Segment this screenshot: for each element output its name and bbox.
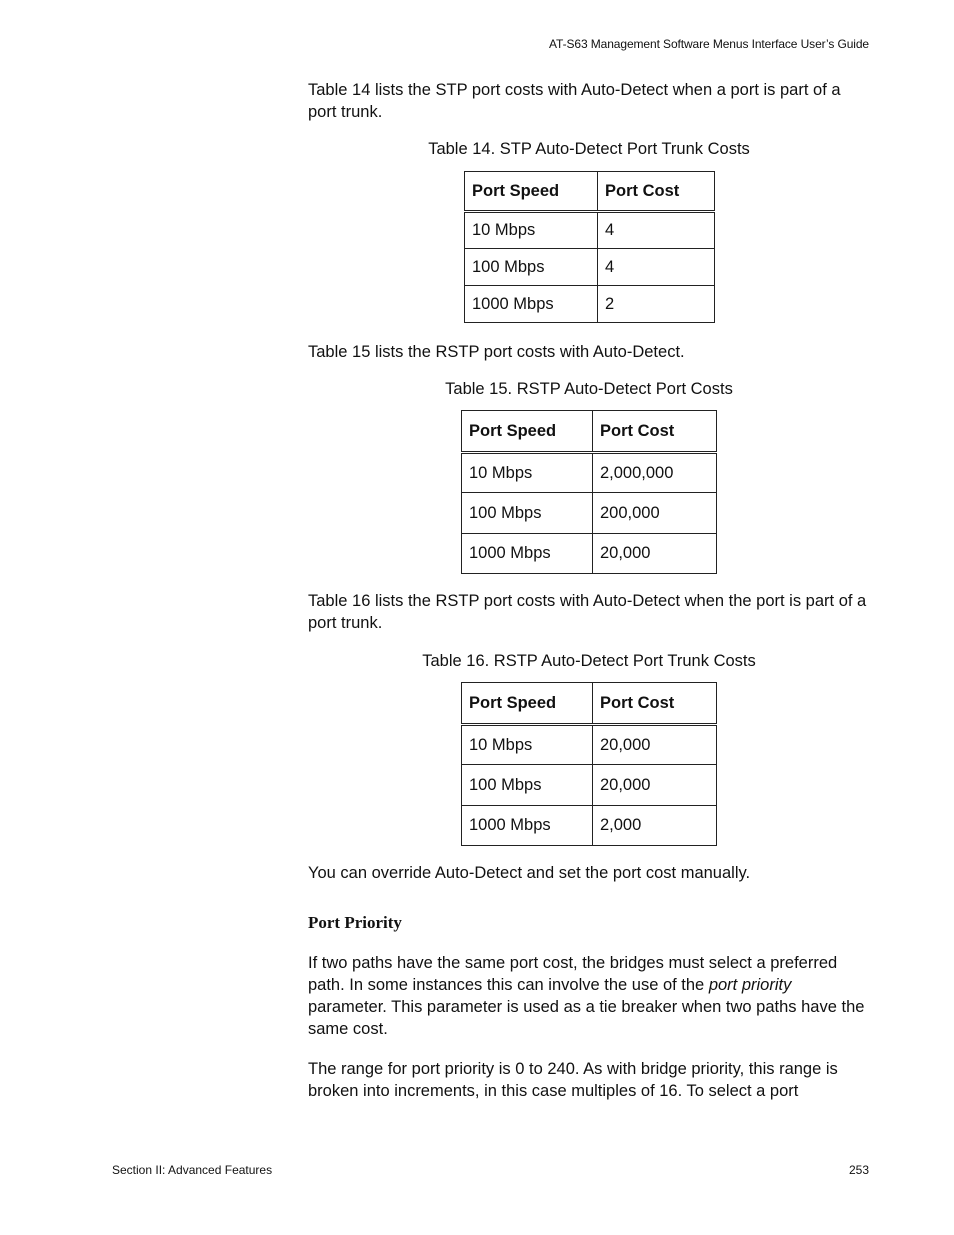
text-run: parameter. This parameter is used as a tie breaker when two paths have the same cost. (308, 998, 865, 1038)
table15-caption: Table 15. RSTP Auto-Detect Port Costs (445, 380, 733, 398)
paragraph-port-priority (308, 952, 870, 1040)
paragraph-priority-range: The range for port priority is 0 to 240. As with bridge priority, this range is broken into increments, in this case multiples of 16. To select a port (308, 1060, 838, 1100)
cell-port-speed: 10 Mbps (462, 725, 593, 765)
table-row (462, 765, 717, 806)
table16-rstp-trunk-costs (461, 682, 717, 846)
column-header-port-speed: Port Speed (465, 172, 598, 212)
cell-port-cost: 20,000 (593, 534, 717, 574)
table-row (465, 286, 715, 323)
cell-port-speed: 10 Mbps (465, 212, 598, 249)
column-header-port-cost: Port Cost (593, 411, 717, 453)
table16-caption: Table 16. RSTP Auto-Detect Port Trunk Costs (422, 652, 756, 670)
table-row (465, 249, 715, 286)
emphasis-port-priority: port priority (708, 976, 792, 994)
table14-caption: Table 14. STP Auto-Detect Port Trunk Costs (428, 140, 750, 158)
text-run: If two paths have the same port cost, the bridges must select a preferred path. In some instances this can involve the use of the (308, 954, 838, 994)
table-row (462, 725, 717, 765)
column-header-port-cost: Port Cost (593, 683, 717, 725)
footer-section: Section II: Advanced Features (112, 1163, 273, 1177)
table-row (462, 806, 717, 846)
cell-port-cost: 2,000 (593, 806, 717, 846)
cell-port-cost: 200,000 (593, 493, 717, 534)
table-row (462, 493, 717, 534)
cell-port-speed: 100 Mbps (465, 249, 598, 286)
cell-port-speed: 1000 Mbps (465, 286, 598, 323)
footer-page-number: 253 (848, 1163, 869, 1177)
table-row (465, 212, 715, 249)
table-header-row (465, 172, 715, 212)
cell-port-cost: 4 (598, 249, 715, 286)
table-row (462, 453, 717, 493)
running-header: AT-S63 Management Software Menus Interface User’s Guide (549, 37, 869, 51)
table-header-row (462, 683, 717, 725)
cell-port-speed: 1000 Mbps (462, 806, 593, 846)
cell-port-speed: 10 Mbps (462, 453, 593, 493)
section-heading-port-priority: Port Priority (308, 913, 402, 932)
cell-port-cost: 4 (598, 212, 715, 249)
paragraph-table16-intro: Table 16 lists the RSTP port costs with Auto-Detect when the port is part of a port trunk. (308, 592, 867, 632)
table-header-row (462, 411, 717, 453)
paragraph-table14-intro: Table 14 lists the STP port costs with Auto-Detect when a port is part of a port trunk. (308, 81, 841, 121)
cell-port-cost: 20,000 (593, 725, 717, 765)
table14-stp-trunk-costs (464, 171, 715, 323)
cell-port-speed: 1000 Mbps (462, 534, 593, 574)
paragraph-override: You can override Auto-Detect and set the port cost manually. (308, 864, 751, 882)
column-header-port-cost: Port Cost (598, 172, 715, 212)
column-header-port-speed: Port Speed (462, 411, 593, 453)
cell-port-cost: 2 (598, 286, 715, 323)
table15-rstp-costs (461, 410, 717, 574)
cell-port-cost: 2,000,000 (593, 453, 717, 493)
cell-port-cost: 20,000 (593, 765, 717, 806)
cell-port-speed: 100 Mbps (462, 765, 593, 806)
column-header-port-speed: Port Speed (462, 683, 593, 725)
paragraph-table15-intro: Table 15 lists the RSTP port costs with Auto-Detect. (308, 343, 685, 361)
cell-port-speed: 100 Mbps (462, 493, 593, 534)
table-row (462, 534, 717, 574)
